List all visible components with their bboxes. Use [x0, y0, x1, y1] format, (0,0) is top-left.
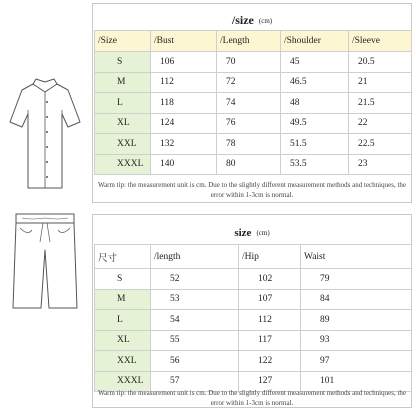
table-header-row: [95, 31, 412, 52]
size-cell: L: [95, 93, 151, 114]
shirt-illustration: [6, 70, 84, 198]
size-cell: XXL: [95, 134, 151, 155]
shorts-size-chart: [92, 214, 412, 408]
size-cell: L: [95, 310, 151, 331]
shirt-size-chart: [92, 3, 412, 203]
header-length: /length: [151, 245, 239, 269]
table-row: [95, 310, 412, 331]
header-sleeve: /Sleeve: [349, 31, 412, 52]
sleeve-cell: 22.5: [349, 134, 412, 155]
shorts-size-title: [93, 227, 411, 239]
header-size: /Size: [95, 31, 151, 52]
table-row: [95, 113, 412, 134]
table-row: [95, 72, 412, 93]
size-cell: XL: [95, 330, 151, 351]
hip-cell: 107: [239, 289, 301, 310]
hip-cell: 122: [239, 351, 301, 372]
length-cell: 56: [151, 351, 239, 372]
shoulder-cell: 45: [281, 52, 349, 73]
length-cell: 76: [217, 113, 281, 134]
shorts-unit: (cm): [256, 229, 270, 238]
size-cell: XXXL: [95, 154, 151, 175]
length-cell: 54: [151, 310, 239, 331]
header-bust: /Bust: [151, 31, 217, 52]
length-cell: 52: [151, 269, 239, 290]
length-cell: 70: [217, 52, 281, 73]
sleeve-cell: 20.5: [349, 52, 412, 73]
table-row: [95, 289, 412, 310]
shirt-unit: (cm): [258, 17, 273, 26]
sleeve-cell: 23: [349, 154, 412, 175]
length-cell: 78: [217, 134, 281, 155]
table-row: [95, 351, 412, 372]
length-cell: 74: [217, 93, 281, 114]
table-row: [95, 269, 412, 290]
table-row: [95, 134, 412, 155]
length-cell: 53: [151, 289, 239, 310]
waist-cell: 93: [301, 330, 412, 351]
header-hip: /Hip: [239, 245, 301, 269]
bust-cell: 124: [151, 113, 217, 134]
waist-cell: 89: [301, 310, 412, 331]
header-shoulder: /Shoulder: [281, 31, 349, 52]
hip-cell: 112: [239, 310, 301, 331]
hip-cell: 127: [239, 371, 301, 392]
shorts-title-text: size: [234, 227, 252, 239]
waist-cell: 101: [301, 371, 412, 392]
bust-cell: 118: [151, 93, 217, 114]
size-cell: M: [95, 72, 151, 93]
table-row: [95, 330, 412, 351]
sleeve-cell: 21: [349, 72, 412, 93]
bust-cell: 112: [151, 72, 217, 93]
waist-cell: 84: [301, 289, 412, 310]
length-cell: 57: [151, 371, 239, 392]
length-cell: 55: [151, 330, 239, 351]
size-cell: S: [95, 52, 151, 73]
waist-cell: 79: [301, 269, 412, 290]
length-cell: 72: [217, 72, 281, 93]
shirt-size-title: [93, 13, 411, 28]
bust-cell: 106: [151, 52, 217, 73]
shoulder-cell: 53.5: [281, 154, 349, 175]
hip-cell: 117: [239, 330, 301, 351]
table-header-row: [95, 245, 412, 269]
shoulder-cell: 48: [281, 93, 349, 114]
shirt-title-text: /size: [231, 13, 254, 27]
sleeve-cell: 22: [349, 113, 412, 134]
shoulder-cell: 51.5: [281, 134, 349, 155]
short-sleeve-shirt-icon: [6, 70, 84, 198]
header-waist: Waist: [301, 245, 412, 269]
table-row: [95, 154, 412, 175]
table-row: [95, 93, 412, 114]
shorts-illustration: [10, 208, 80, 316]
table-row: [95, 52, 412, 73]
length-cell: 80: [217, 154, 281, 175]
size-cell: XXL: [95, 351, 151, 372]
sleeve-cell: 21.5: [349, 93, 412, 114]
size-cell: S: [95, 269, 151, 290]
shorts-size-table: [94, 244, 412, 392]
shirt-size-table: [94, 30, 412, 175]
waist-cell: 97: [301, 351, 412, 372]
size-cell: XL: [95, 113, 151, 134]
shoulder-cell: 46.5: [281, 72, 349, 93]
header-size: 尺寸: [95, 245, 151, 269]
shorts-icon: [10, 208, 80, 316]
shorts-warm-tip: Warm tip: the measurement unit is cm. Due to the slightly different measurement methods and techniques, the error within 1-3cm is normal.: [97, 389, 406, 407]
header-length: /Length: [217, 31, 281, 52]
bust-cell: 132: [151, 134, 217, 155]
size-cell: M: [95, 289, 151, 310]
shoulder-cell: 49.5: [281, 113, 349, 134]
bust-cell: 140: [151, 154, 217, 175]
hip-cell: 102: [239, 269, 301, 290]
size-cell: XXXL: [95, 371, 151, 392]
shirt-warm-tip: Warm tip: the measurement unit is cm. Due to the slightly different measurement methods and techniques, the error within 1-3cm is normal.: [97, 181, 406, 199]
